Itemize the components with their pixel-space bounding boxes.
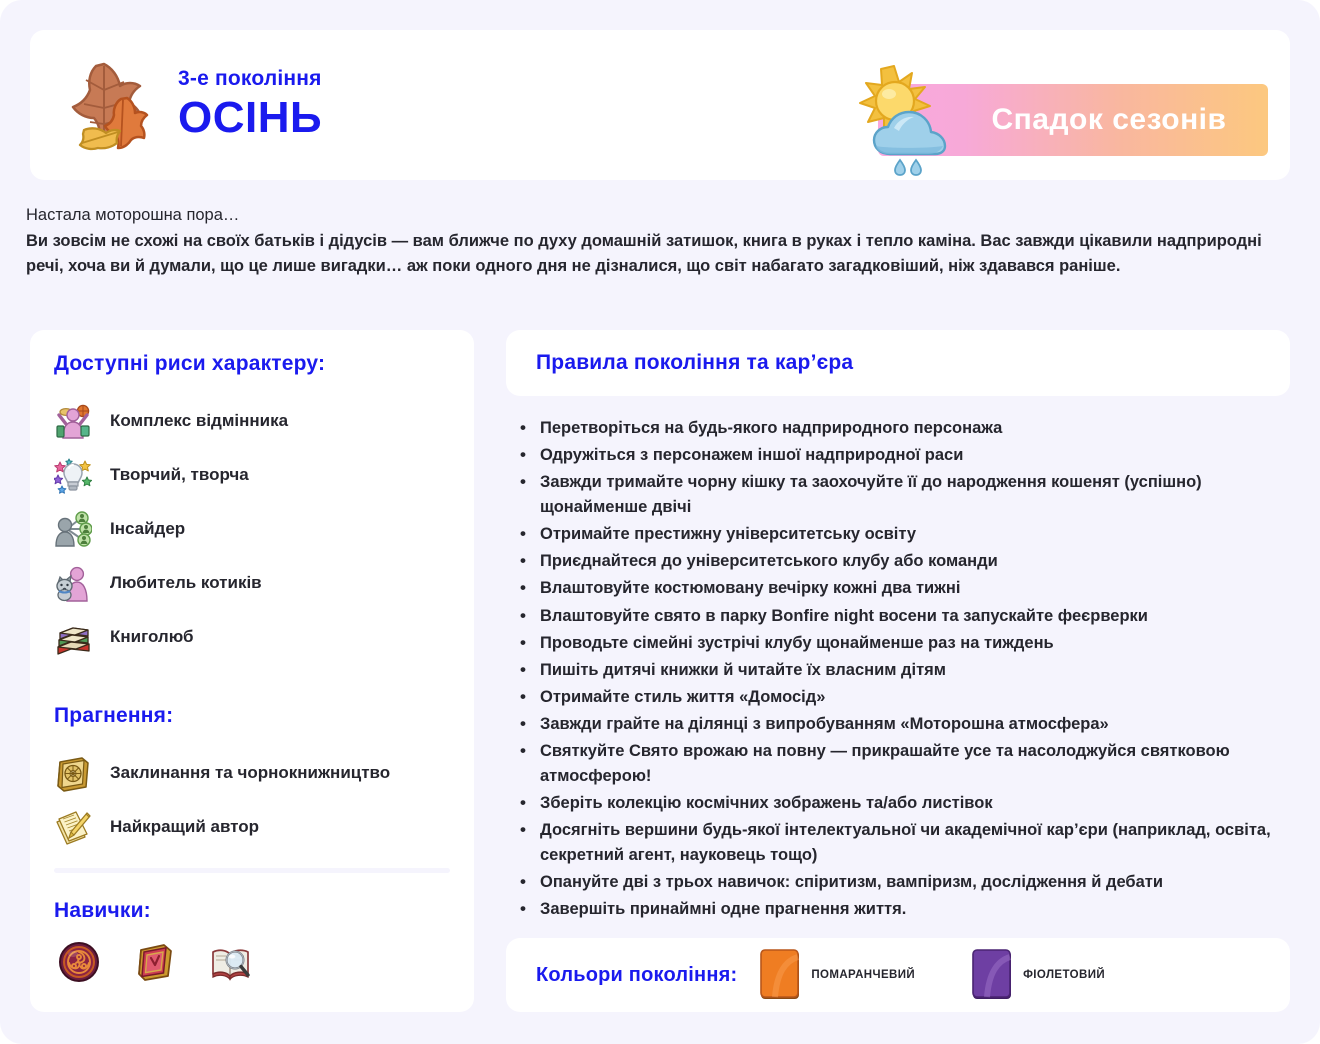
color-label: ПОМАРАНЧЕВИЙ	[811, 969, 916, 981]
header-title-group	[178, 67, 322, 141]
trait-label: Любитель котиків	[110, 573, 262, 592]
list-item: • Опануйте дві з трьох навичок: спіритизм, вампіризм, дослідження й дебати	[518, 870, 1290, 895]
rules-list	[518, 416, 1290, 924]
trait-label: Книголюб	[110, 627, 194, 646]
list-item: • Досягніть вершини будь-якої інтелектуальної чи академічної кар’єри (наприклад, освіта, секретний агент, науковець тощо)	[518, 818, 1290, 868]
badge-label: Спадок сезонів	[991, 103, 1227, 136]
trait-label: Комплекс відмінника	[110, 411, 289, 430]
trait-item[interactable]	[54, 502, 450, 556]
header-left-group	[60, 56, 322, 152]
list-item: • Завжди тримайте чорну кішку та заохочуйте її до народження кошенят (успішно) щонайменше двічі	[518, 470, 1290, 520]
list-item: • Проводьте сімейні зустрічі клубу щонайменше раз на тиждень	[518, 631, 1290, 656]
aspiration-label: Найкращий автор	[110, 817, 260, 836]
spacer	[54, 664, 450, 704]
rules-section-title: Правила покоління та кар’єра	[536, 351, 854, 374]
list-item: • Зберіть колекцію космічних зображень та/або листівок	[518, 791, 1290, 816]
list-item: • Завершіть принаймні одне прагнення життя.	[518, 897, 1290, 922]
aspiration-item[interactable]	[54, 746, 450, 800]
orange-swatch-icon	[759, 949, 801, 1001]
list-item: • Пишіть дитячі книжки й читайте їх власним дітям	[518, 658, 1290, 683]
spellbook-icon	[54, 754, 92, 792]
header-card	[30, 30, 1290, 180]
aspiration-item[interactable]	[54, 800, 450, 854]
trait-item[interactable]	[54, 610, 450, 664]
trait-label: Творчий, творча	[110, 465, 249, 484]
overachiever-icon	[54, 402, 92, 440]
book-stack-icon	[54, 618, 92, 656]
aspirations-section-title: Прагнення:	[54, 704, 174, 727]
colors-section-title: Кольори покоління:	[536, 963, 738, 986]
trait-item[interactable]	[54, 394, 450, 448]
color-label: ФІОЛЕТОВИЙ	[1023, 969, 1106, 981]
intro-paragraph	[26, 203, 1266, 280]
vampire-tome-icon[interactable]	[134, 941, 176, 983]
traits-section-title: Доступні риси характеру:	[54, 352, 326, 375]
sun-cloud-rain-icon	[850, 56, 980, 186]
list-item: • Отримайте престижну університетську освіту	[518, 522, 1290, 547]
seasons-legacy-badge	[850, 56, 1270, 186]
writing-icon	[54, 808, 92, 846]
autumn-leaves-icon	[60, 56, 152, 152]
skills-section-title: Навички:	[54, 899, 151, 922]
list-item: • Отримайте стиль життя «Домосід»	[518, 685, 1290, 710]
color-swatch-group	[759, 949, 915, 1001]
insider-network-icon	[54, 510, 92, 548]
creative-bulb-icon	[54, 456, 92, 494]
section-divider	[54, 868, 450, 873]
cat-lover-icon	[54, 564, 92, 602]
list-item: • Влаштовуйте свято в парку Bonfire night восени та запускайте феєрверки	[518, 604, 1290, 629]
purple-swatch-icon	[971, 949, 1013, 1001]
color-swatch-group	[971, 949, 1105, 1001]
generation-label: 3-е покоління	[178, 66, 322, 90]
intro-body: Ви зовсім не схожі на своїх батьків і дідусів — вам ближче по духу домашній затишок, книга в руках і тепло каміна. Вас завжди цікавили надприродні речі, хоча ви й думали, що це лише вигадки… аж поки одного дня не дізналися, що світ набагато загадковіший, ніж здавався раніше.	[26, 231, 1262, 276]
trait-item[interactable]	[54, 556, 450, 610]
list-item: • Одружіться з персонажем іншої надприродної раси	[518, 443, 1290, 468]
traits-aspirations-skills-card	[30, 330, 474, 1012]
page-title: ОСІНЬ	[178, 92, 323, 142]
generation-colors-card	[506, 938, 1290, 1012]
list-item: • Влаштовуйте костюмовану вечірку кожні два тижні	[518, 576, 1290, 601]
list-item: • Завжди грайте на ділянці з випробуванням «Моторошна атмосфера»	[518, 712, 1290, 737]
trait-item[interactable]	[54, 448, 450, 502]
trait-label: Інсайдер	[110, 519, 186, 538]
skills-icon-row	[54, 941, 450, 983]
occult-medallion-icon[interactable]	[58, 941, 100, 983]
list-item: • Перетворіться на будь-якого надприродного персонажа	[518, 416, 1290, 441]
intro-lead: Настала моторошна пора…	[26, 206, 240, 224]
list-item: • Приєднайтеся до університетського клубу або команди	[518, 549, 1290, 574]
list-item: • Святкуйте Свято врожаю на повну — прикрашайте усе та насолоджуйся святковою атмосферою!	[518, 739, 1290, 789]
rules-header-card	[506, 330, 1290, 396]
research-book-icon[interactable]	[210, 941, 252, 983]
aspiration-label: Заклинання та чорнокнижництво	[110, 763, 391, 782]
